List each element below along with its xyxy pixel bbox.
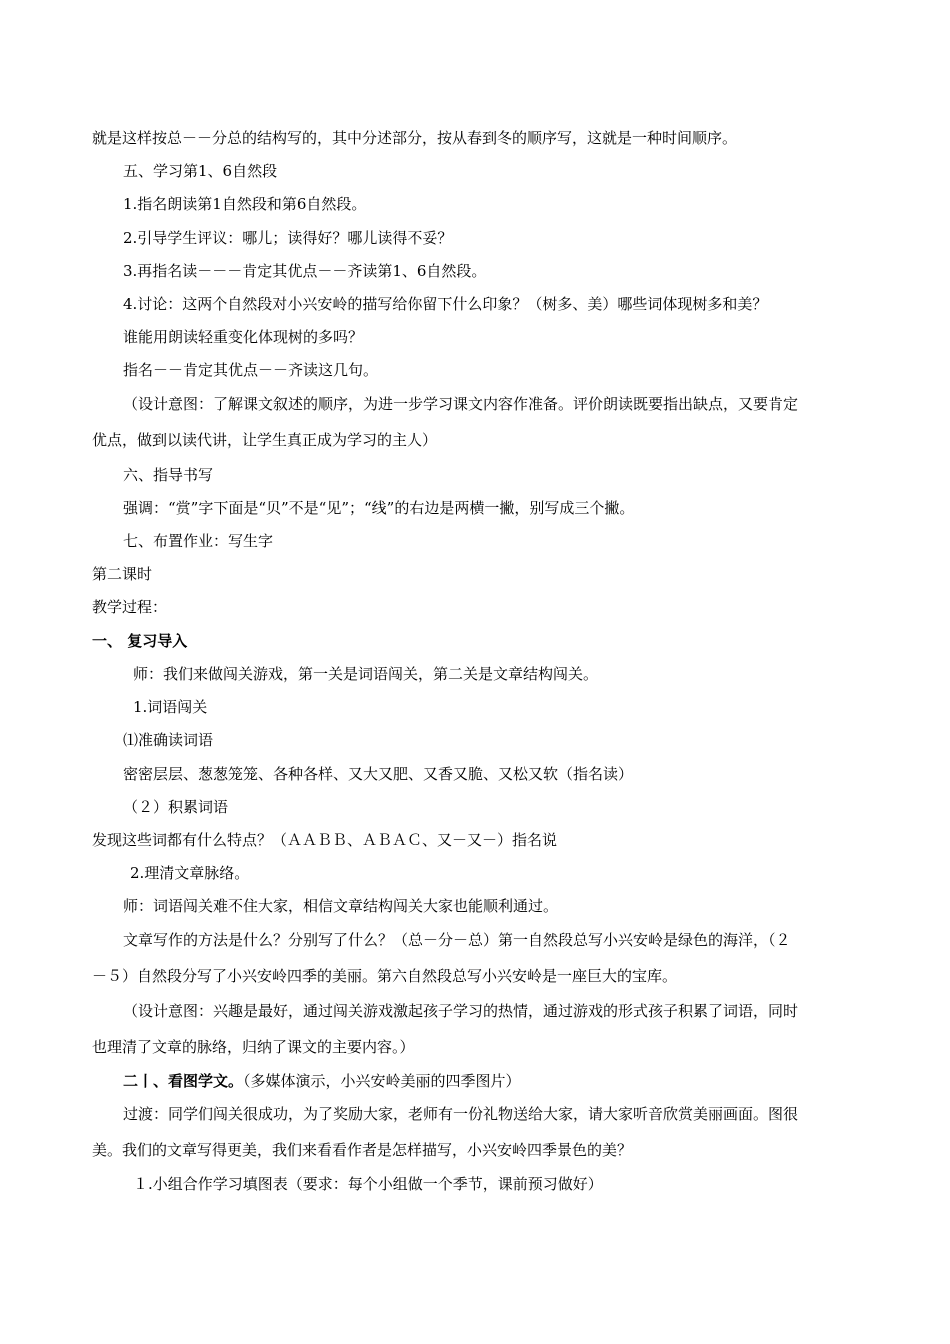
design-note: 也理清了文章的脉络，归纳了课文的主要内容。） xyxy=(92,1038,415,1056)
design-note: （设计意图：了解课文叙述的顺序，为进一步学习课文内容作准备。评价朗读既要指出缺点，又要肯定 xyxy=(123,395,799,413)
paragraph-line: 谁能用朗读轻重变化体现树的多吗？ xyxy=(123,328,364,346)
design-note: （设计意图：兴趣是最好，通过闯关游戏激起孩子学习的热情，通过游戏的形式孩子积累了词语，同时 xyxy=(123,1002,799,1020)
section-heading: 七、布置作业：写生字 xyxy=(123,532,274,550)
list-item: 3.再指名读－－－肯定其优点－－齐读第1、6自然段。 xyxy=(123,262,487,280)
section-heading xyxy=(123,1071,521,1091)
design-note: 优点，做到以读代讲，让学生真正成为学习的主人） xyxy=(92,431,438,449)
section-heading: 一、 复习导入 xyxy=(92,632,188,650)
list-item: 1.词语闯关 xyxy=(133,698,208,716)
paragraph-line: 就是这样按总－－分总的结构写的，其中分述部分，按从春到冬的顺序写，这就是一种时间顺序。 xyxy=(92,129,738,147)
paragraph-line: 过渡：同学们闯关很成功，为了奖励大家，老师有一份礼物送给大家，请大家听音欣赏美丽画面。图很 xyxy=(123,1105,799,1123)
section-heading-note: （多媒体演示，小兴安岭美丽的四季图片） xyxy=(243,1072,521,1090)
lesson-title: 第二课时 xyxy=(92,565,153,583)
paragraph-line: 文章写作的方法是什么？分别写了什么？（总－分－总）第一自然段总写小兴安岭是绿色的海洋，（２ xyxy=(123,931,791,949)
list-item: 4.讨论：这两个自然段对小兴安岭的描写给你留下什么印象？（树多、美）哪些词体现树多和美？ xyxy=(123,295,768,313)
paragraph-line: 美。我们的文章写得更美，我们来看看作者是怎样描写，小兴安岭四季景色的美？ xyxy=(92,1141,633,1159)
paragraph-line: 密密层层、葱葱笼笼、各种各样、又大又肥、又香又脆、又松又软（指名读） xyxy=(123,765,634,783)
list-item: （２）积累词语 xyxy=(123,798,229,816)
paragraph-line: 师：我们来做闯关游戏，第一关是词语闯关，第二关是文章结构闯关。 xyxy=(133,665,599,683)
paragraph-line: 强调：“赏”字下面是“贝”不是“见”；“线”的右边是两横一撇，别写成三个撇。 xyxy=(123,499,635,517)
section-heading: 五、学习第1、6自然段 xyxy=(123,162,278,180)
paragraph-line: 指名－－肯定其优点－－齐读这几句。 xyxy=(123,361,379,379)
list-item: ⑴准确读词语 xyxy=(123,731,214,749)
section-heading: 六、指导书写 xyxy=(123,466,214,484)
list-item: １.小组合作学习填图表（要求：每个小组做一个季节，课前预习做好） xyxy=(133,1175,603,1193)
list-item: 2.理清文章脉络。 xyxy=(130,864,250,882)
paragraph-line: －５）自然段分写了小兴安岭四季的美丽。第六自然段总写小兴安岭是一座巨大的宝库。 xyxy=(92,967,678,985)
list-item: 1.指名朗读第1自然段和第6自然段。 xyxy=(123,195,367,213)
paragraph-line: 师：词语闯关难不住大家，相信文章结构闯关大家也能顺利通过。 xyxy=(123,897,559,915)
list-item: 2.引导学生评议：哪儿；读得好？哪儿读得不妥？ xyxy=(123,229,453,247)
paragraph-line: 发现这些词都有什么特点？（ＡＡＢＢ、ＡＢＡＣ、又－又－）指名说 xyxy=(92,831,558,849)
paragraph-line: 教学过程： xyxy=(92,598,168,616)
section-heading-label: 二丨、看图学文。 xyxy=(123,1072,244,1090)
